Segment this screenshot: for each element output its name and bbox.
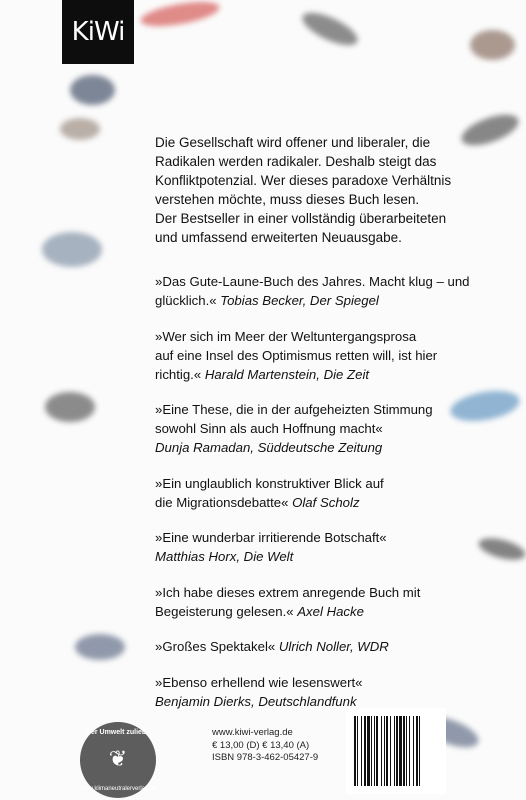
- quote-text: auf eine Insel des Optimismus retten will, ist hier: [155, 347, 438, 363]
- quote-text: sowohl Sinn als auch Hoffnung macht«: [155, 421, 383, 436]
- quote-text: »Wer sich im Meer der Weltuntergangsprosa: [155, 328, 417, 344]
- quote-text: die Migrationsdebatte«: [155, 494, 289, 510]
- imprint: [212, 727, 318, 765]
- quote-text: glücklich.«: [155, 293, 217, 308]
- figure-decoration: [470, 30, 515, 60]
- quote-text: richtig.«: [155, 366, 202, 382]
- isbn: ISBN 978-3-462-05427-9: [212, 752, 319, 763]
- barcode-bar: [374, 716, 375, 786]
- quote-source: Matthias Horx, Die Welt: [155, 549, 294, 564]
- barcode-bar: [386, 716, 388, 786]
- figure-decoration: [298, 6, 362, 51]
- publisher-url: www.kiwi-verlag.de: [212, 727, 293, 738]
- blurb-line: Der Bestseller in einer vollständig überarbeiteten: [155, 211, 447, 226]
- eco-seal: [80, 722, 156, 798]
- eco-seal-bottom-text: www.klimaneutralerverlag.de: [80, 786, 157, 792]
- barcode-bar: [409, 716, 410, 786]
- review-quote: [155, 637, 485, 656]
- quote-text: »Eine wunderbar irritierende Botschaft«: [155, 530, 387, 545]
- quote-text: »Großes Spektakel«: [155, 639, 276, 654]
- figure-decoration: [45, 392, 95, 422]
- figure-decoration: [70, 75, 115, 105]
- blurb: [155, 133, 485, 247]
- quote-source: Harald Martenstein, Die Zeit: [204, 366, 370, 382]
- barcode-bar: [364, 716, 366, 786]
- isbn-barcode: [346, 708, 446, 794]
- barcode-bar: [413, 716, 414, 786]
- figure-decoration: [75, 634, 125, 660]
- quote-text: »Ich habe dieses extrem anregende Buch mit: [155, 584, 421, 600]
- review-quote: [155, 327, 485, 384]
- quote-source: Olaf Scholz: [292, 494, 360, 510]
- blurb-line: und umfassend erweiterten Neuausgabe.: [155, 230, 402, 245]
- barcode-bar: [416, 716, 418, 786]
- barcode-bar: [406, 716, 407, 786]
- quote-source: Benjamin Dierks, Deutschlandfunk: [155, 693, 357, 709]
- quote-source: Axel Hacke: [297, 603, 364, 619]
- barcode-bar: [396, 716, 398, 786]
- barcode-bar: [419, 716, 420, 786]
- quote-text: »Das Gute-Laune-Buch des Jahres. Macht klug – und: [155, 274, 470, 289]
- barcode-bar: [381, 716, 382, 786]
- barcode-icon: [354, 716, 438, 786]
- barcode-bar: [376, 716, 378, 786]
- barcode-bar: [390, 716, 391, 786]
- barcode-bar: [371, 716, 372, 786]
- review-quote: [155, 528, 485, 566]
- blurb-line: Konfliktpotenzial. Wer dieses paradoxe Verhältnis: [155, 173, 452, 188]
- barcode-bar: [361, 716, 362, 786]
- book-leaf-icon: ❦: [108, 746, 128, 771]
- figure-decoration: [60, 118, 100, 140]
- review-quote: [155, 583, 485, 621]
- figure-decoration: [42, 232, 102, 267]
- quote-text: Begeisterung gelesen.«: [155, 603, 294, 619]
- quote-source: Dunja Ramadan, Süddeutsche Zeitung: [155, 440, 383, 455]
- blurb-line: Die Gesellschaft wird offener und liberaler, die: [155, 135, 431, 150]
- barcode-bar: [384, 716, 385, 786]
- quote-source: Tobias Becker, Der Spiegel: [220, 293, 379, 308]
- eco-seal-top-text: Der Umwelt zuliebe: [85, 729, 151, 736]
- publisher-logo: [62, 0, 134, 64]
- price: € 13,00 (D) € 13,40 (A): [212, 739, 310, 751]
- figure-decoration: [139, 0, 221, 31]
- review-quotes: [155, 272, 485, 727]
- barcode-bar: [399, 716, 402, 786]
- quote-source: Ulrich Noller, WDR: [278, 639, 389, 654]
- quote-text: »Ein unglaublich konstruktiver Blick auf: [155, 475, 384, 491]
- barcode-bar: [357, 716, 358, 786]
- blurb-line: Radikalen werden radikaler. Deshalb steigt das: [155, 154, 437, 169]
- review-quote: [155, 474, 485, 512]
- quote-text: »Eine These, die in der aufgeheizten Stimmung: [155, 402, 433, 417]
- barcode-bar: [367, 716, 370, 786]
- publisher-logo-text: KiWi: [71, 17, 125, 47]
- barcode-bar: [403, 716, 405, 786]
- quote-text: »Ebenso erhellend wie lesenswert«: [155, 674, 363, 690]
- barcode-bar: [394, 716, 395, 786]
- review-quote: [155, 673, 485, 711]
- review-quote: [155, 272, 485, 310]
- blurb-line: verstehen möchte, muss dieses Buch lesen.: [155, 192, 420, 207]
- review-quote: [155, 400, 485, 457]
- barcode-bar: [354, 716, 356, 786]
